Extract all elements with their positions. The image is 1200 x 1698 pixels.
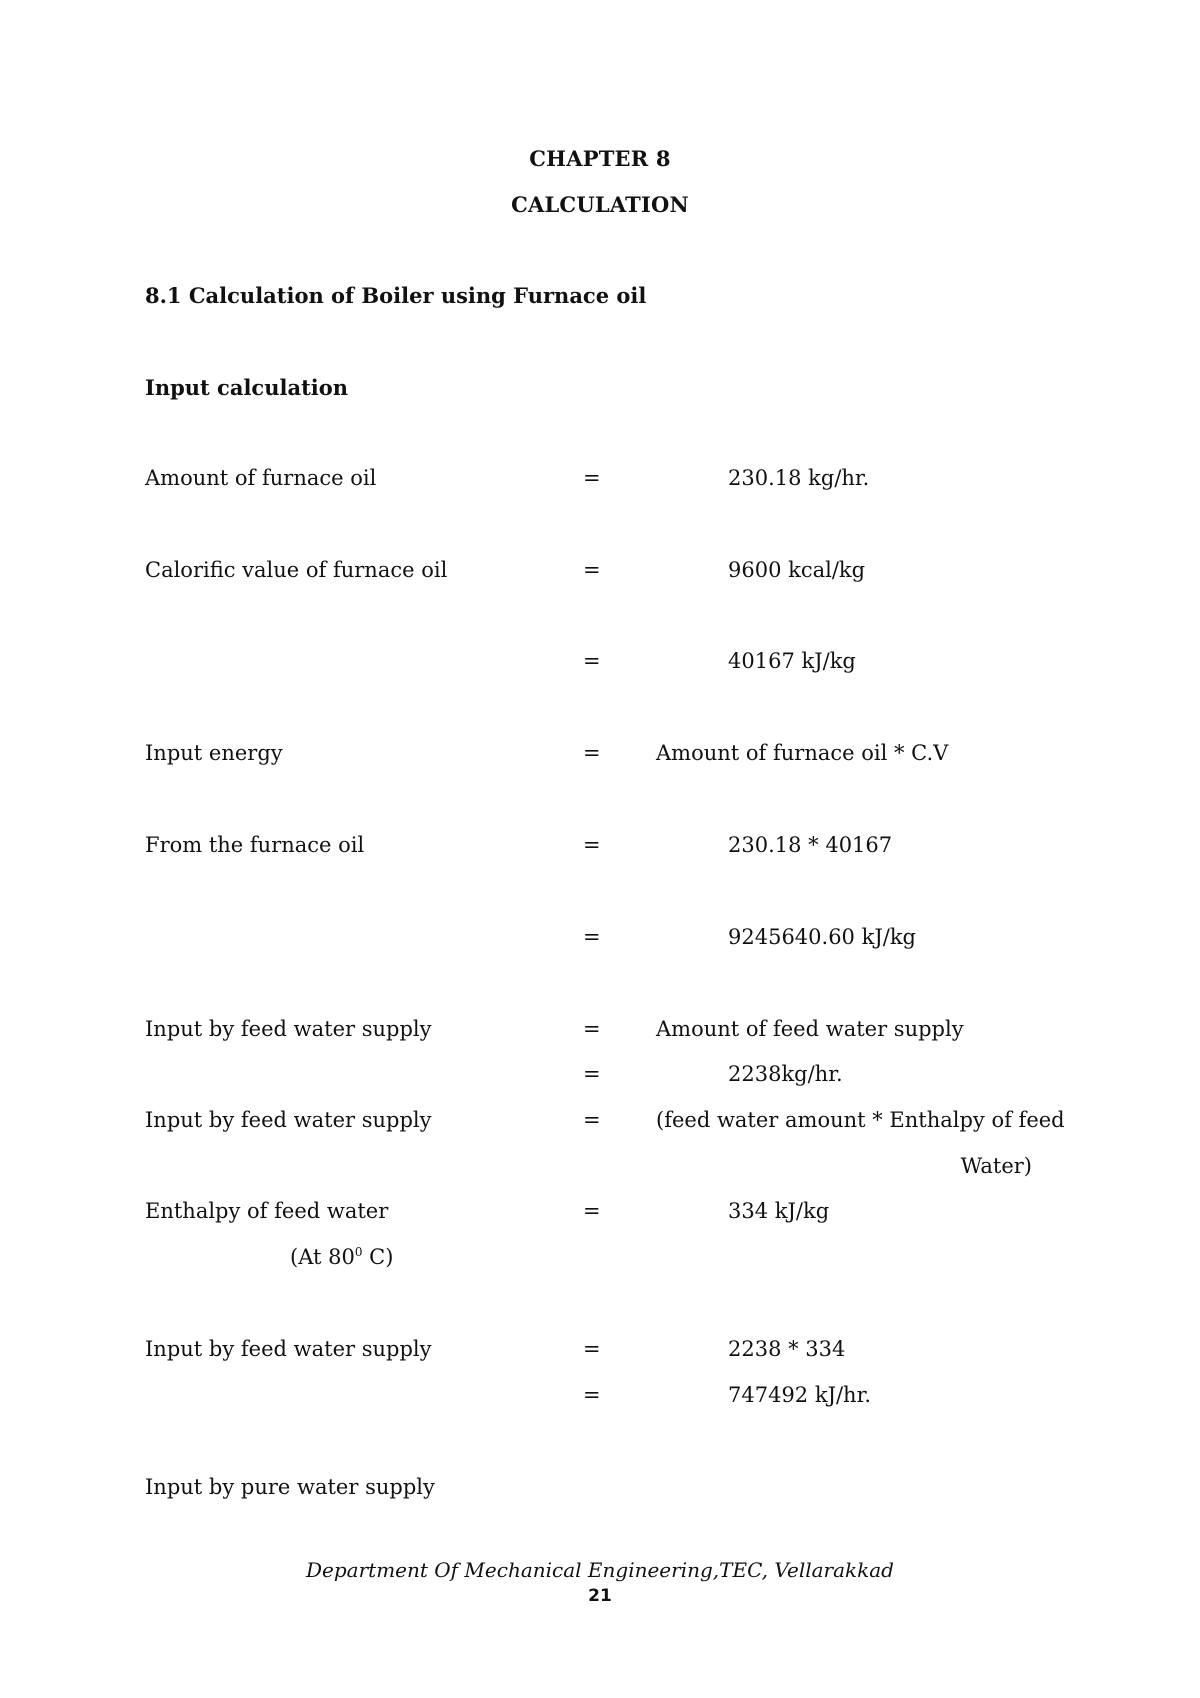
- equals-sign: =: [583, 1017, 601, 1041]
- condition-note: [0, 1245, 1200, 1275]
- calc-row: [0, 1017, 1200, 1047]
- row-value: 334 kJ/kg: [728, 1199, 830, 1223]
- row-value: Amount of feed water supply: [656, 1017, 964, 1041]
- equals-sign: =: [583, 833, 601, 857]
- equals-sign: =: [583, 466, 601, 490]
- calc-row: [0, 558, 1200, 588]
- note-prefix: (At 80: [290, 1245, 355, 1269]
- row-value: 230.18 kg/hr.: [728, 466, 870, 490]
- row-value: 747492 kJ/hr.: [728, 1383, 871, 1407]
- row-label: Input by feed water supply: [145, 1017, 432, 1041]
- row-value: 9600 kcal/kg: [728, 558, 866, 582]
- degree-superscript: 0: [354, 1245, 363, 1259]
- chapter-title: CALCULATION: [511, 192, 689, 217]
- equals-sign: =: [583, 925, 601, 949]
- row-label: [290, 1245, 393, 1269]
- calc-row: [0, 1383, 1200, 1413]
- calc-row: [0, 1199, 1200, 1229]
- row-value: 40167 kJ/kg: [728, 649, 856, 673]
- calc-row: [0, 649, 1200, 679]
- row-label: Amount of furnace oil: [145, 466, 377, 490]
- row-label: Input by feed water supply: [145, 1108, 432, 1132]
- calc-row: [0, 1108, 1200, 1138]
- page-footer: Department Of Mechanical Engineering,TEC, Vellarakkad: [306, 1558, 894, 1582]
- row-value: 9245640.60 kJ/kg: [728, 925, 916, 949]
- row-label: Input by feed water supply: [145, 1337, 432, 1361]
- row-label: Input energy: [145, 741, 283, 765]
- calc-row: [0, 833, 1200, 863]
- page-number: 21: [588, 1586, 612, 1606]
- row-label: Calorific value of furnace oil: [145, 558, 448, 582]
- row-label: Input by pure water supply: [145, 1475, 435, 1499]
- row-value: 230.18 * 40167: [728, 833, 893, 857]
- row-value: Water): [960, 1154, 1032, 1178]
- row-label: Enthalpy of feed water: [145, 1199, 389, 1223]
- equals-sign: =: [583, 741, 601, 765]
- note-suffix: C): [362, 1245, 394, 1269]
- calc-row: [0, 925, 1200, 955]
- equals-sign: =: [583, 1108, 601, 1132]
- calc-row: [0, 1062, 1200, 1092]
- calc-row: [0, 741, 1200, 771]
- subsection-heading: Input calculation: [145, 375, 349, 400]
- row-value: 2238kg/hr.: [728, 1062, 843, 1086]
- row-label: From the furnace oil: [145, 833, 365, 857]
- calc-row: [0, 1337, 1200, 1367]
- equals-sign: =: [583, 1199, 601, 1223]
- section-heading: 8.1 Calculation of Boiler using Furnace oil: [145, 283, 647, 308]
- chapter-heading: CHAPTER 8: [529, 146, 671, 171]
- calc-row: [0, 1475, 1200, 1505]
- row-value: Amount of furnace oil * C.V: [656, 741, 949, 765]
- equals-sign: =: [583, 1337, 601, 1361]
- equals-sign: =: [583, 649, 601, 673]
- equals-sign: =: [583, 558, 601, 582]
- row-value: 2238 * 334: [728, 1337, 846, 1361]
- equals-sign: =: [583, 1383, 601, 1407]
- calc-row: [0, 466, 1200, 496]
- equals-sign: =: [583, 1062, 601, 1086]
- calc-row-continuation: [0, 1154, 1200, 1184]
- row-value: (feed water amount * Enthalpy of feed: [656, 1108, 1065, 1132]
